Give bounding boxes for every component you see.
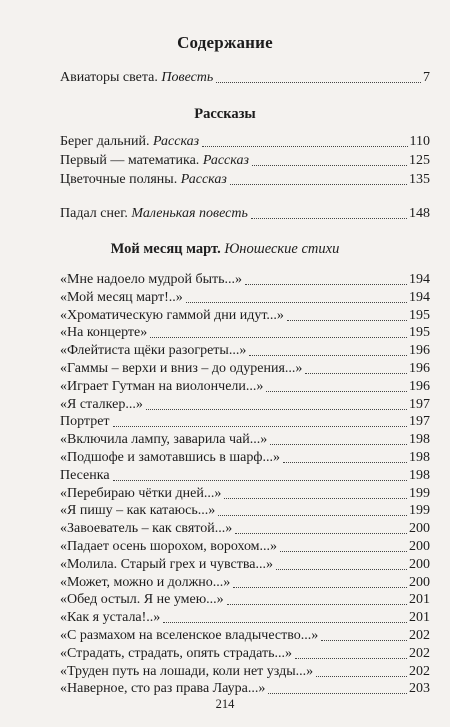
entry-page: 203 xyxy=(409,681,430,697)
leader-dots xyxy=(113,426,407,427)
entry-title: Падал снег. xyxy=(60,206,132,221)
toc-entry xyxy=(60,397,430,413)
entry-page: 110 xyxy=(409,134,430,149)
entry-title: «С размахом на вселенское владычество...» xyxy=(60,628,319,643)
entry-title: Портрет xyxy=(60,414,110,430)
entry-title: «Флейтиста щёки разогреты...» xyxy=(60,343,247,359)
toc-entry xyxy=(60,172,430,188)
leader-dots xyxy=(227,604,407,605)
leader-dots xyxy=(252,165,407,166)
entry-page: 148 xyxy=(409,206,430,221)
section-heading xyxy=(0,241,450,258)
leader-dots xyxy=(146,409,407,410)
entry-text xyxy=(60,134,199,150)
entry-title: «Может, можно и должно...» xyxy=(60,574,231,590)
entry-title: «Мой месяц март!..» xyxy=(60,289,183,305)
toc-entry xyxy=(60,610,430,626)
toc-entry xyxy=(60,450,430,466)
toc-entry xyxy=(60,361,430,377)
entry-title: Берег дальний. xyxy=(60,134,154,149)
leader-dots xyxy=(251,218,407,219)
toc-entry xyxy=(60,70,430,86)
section-heading xyxy=(0,106,450,123)
entry-title: «Перебираю чётки дней...» xyxy=(60,485,222,501)
entry-page: 199 xyxy=(409,485,430,501)
leader-dots xyxy=(202,146,407,147)
page-number: 214 xyxy=(215,697,235,711)
leader-dots xyxy=(266,391,407,392)
entry-title: «Играет Гутман на виолончели...» xyxy=(60,378,264,394)
entry-title: Авиаторы света. xyxy=(60,70,162,85)
leader-dots xyxy=(295,658,407,659)
entry-genre: Повесть xyxy=(161,70,214,85)
leader-dots xyxy=(150,337,407,338)
entry-page: 200 xyxy=(409,521,430,537)
entry-title: «Падает осень шорохом, ворохом...» xyxy=(60,539,278,554)
entry-page: 202 xyxy=(409,663,430,679)
toc-entry xyxy=(60,134,430,150)
entry-title: Первый — математика. xyxy=(60,153,203,168)
leader-dots xyxy=(316,676,407,677)
leader-dots xyxy=(280,551,407,552)
toc-entry xyxy=(60,272,430,288)
entry-page: 195 xyxy=(409,325,430,341)
toc-entry xyxy=(60,290,430,306)
entry-page: 202 xyxy=(409,628,430,643)
section-heading-subtitle: Юношеские стихи xyxy=(224,241,340,257)
entry-title: «Труден путь на лошади, коли нет узды...» xyxy=(60,663,314,679)
entry-title: «Я пишу – как катаюсь...» xyxy=(60,503,216,519)
toc-entry xyxy=(60,664,430,680)
toc-entry xyxy=(60,503,430,519)
toc-entry xyxy=(60,575,430,591)
leader-dots xyxy=(283,462,407,463)
entry-page: 201 xyxy=(409,592,430,608)
section-heading-text: Мой месяц март. xyxy=(110,241,225,257)
toc-entry xyxy=(60,486,430,502)
toc-entry xyxy=(60,557,430,573)
leader-dots xyxy=(224,498,407,499)
leader-dots xyxy=(235,533,407,534)
entry-title: Песенка xyxy=(60,467,110,483)
leader-dots xyxy=(245,284,407,285)
toc-entry xyxy=(60,379,430,395)
toc-entry xyxy=(60,539,430,555)
toc-entry xyxy=(60,343,430,359)
entry-title: «Подшофе и замотавшись в шарф...» xyxy=(60,450,280,465)
leader-dots xyxy=(186,302,407,303)
toc-entry xyxy=(60,414,430,430)
toc-entry xyxy=(60,628,430,644)
entry-page: 195 xyxy=(409,307,430,323)
entry-genre: Рассказ xyxy=(153,134,200,149)
contents-title: Содержание xyxy=(177,33,273,52)
entry-genre: Маленькая повесть xyxy=(131,206,248,221)
leader-dots xyxy=(218,515,407,516)
entry-text xyxy=(60,153,249,169)
toc-entry xyxy=(60,432,430,448)
entry-title: «Мне надоело мудрой быть...» xyxy=(60,272,242,287)
entry-title: «Как я устала!..» xyxy=(60,610,161,626)
leader-dots xyxy=(249,355,407,356)
entry-page: 197 xyxy=(409,396,430,412)
entry-title: «На концерте» xyxy=(60,325,148,341)
entry-page: 125 xyxy=(409,153,430,168)
leader-dots xyxy=(321,640,407,641)
entry-title: «Завоеватель – как святой...» xyxy=(60,521,233,537)
leader-dots xyxy=(270,444,407,445)
entry-text xyxy=(60,172,227,188)
leader-dots xyxy=(233,587,407,588)
toc-entry xyxy=(60,681,430,697)
entry-title: «Молила. Старый грех и чувства...» xyxy=(60,556,273,572)
leader-dots xyxy=(113,480,407,481)
entry-title: «Наверное, сто раз права Лаура...» xyxy=(60,681,266,697)
entry-page: 199 xyxy=(409,503,430,519)
entry-page: 135 xyxy=(409,172,430,187)
toc-entry xyxy=(60,521,430,537)
entry-page: 194 xyxy=(409,289,430,305)
leader-dots xyxy=(230,184,407,185)
entry-text xyxy=(60,206,248,222)
entry-genre: Рассказ xyxy=(202,153,249,168)
entry-page: 201 xyxy=(409,610,430,626)
leader-dots xyxy=(268,693,407,694)
leader-dots xyxy=(305,373,407,374)
entry-page: 7 xyxy=(423,70,430,85)
entry-page: 194 xyxy=(409,272,430,287)
section-heading-text: Рассказы xyxy=(194,106,256,122)
entry-page: 198 xyxy=(409,467,430,483)
entry-genre: Рассказ xyxy=(180,172,227,187)
entry-title: «Гаммы – верхи и вниз – до одурения...» xyxy=(60,361,303,376)
entry-page: 200 xyxy=(409,539,430,554)
entry-page: 200 xyxy=(409,556,430,572)
entry-title: «Страдать, страдать, опять страдать...» xyxy=(60,645,292,661)
leader-dots xyxy=(276,569,407,570)
entry-page: 198 xyxy=(409,432,430,448)
leader-dots xyxy=(163,622,407,623)
toc-entry xyxy=(60,592,430,608)
entry-page: 197 xyxy=(409,414,430,430)
entry-title: «Обед остыл. Я не умею...» xyxy=(60,592,224,608)
leader-dots xyxy=(216,82,421,83)
entry-page: 198 xyxy=(409,450,430,465)
entry-title: «Я сталкер...» xyxy=(60,396,143,412)
entry-title: Цветочные поляны. xyxy=(60,172,181,187)
entry-page: 200 xyxy=(409,574,430,590)
toc-entry xyxy=(60,308,430,324)
entry-text xyxy=(60,70,213,86)
entry-title: «Включила лампу, заварила чай...» xyxy=(60,432,268,448)
toc-entry xyxy=(60,153,430,169)
entry-page: 196 xyxy=(409,378,430,394)
toc-entry xyxy=(60,646,430,662)
entry-page: 202 xyxy=(409,645,430,661)
entry-page: 196 xyxy=(409,343,430,359)
entry-page: 196 xyxy=(409,361,430,376)
toc-entry xyxy=(60,325,430,341)
toc-entry xyxy=(60,206,430,222)
leader-dots xyxy=(287,320,407,321)
entry-title: «Хроматическую гаммой дни идут...» xyxy=(60,307,284,323)
toc-entry xyxy=(60,468,430,484)
